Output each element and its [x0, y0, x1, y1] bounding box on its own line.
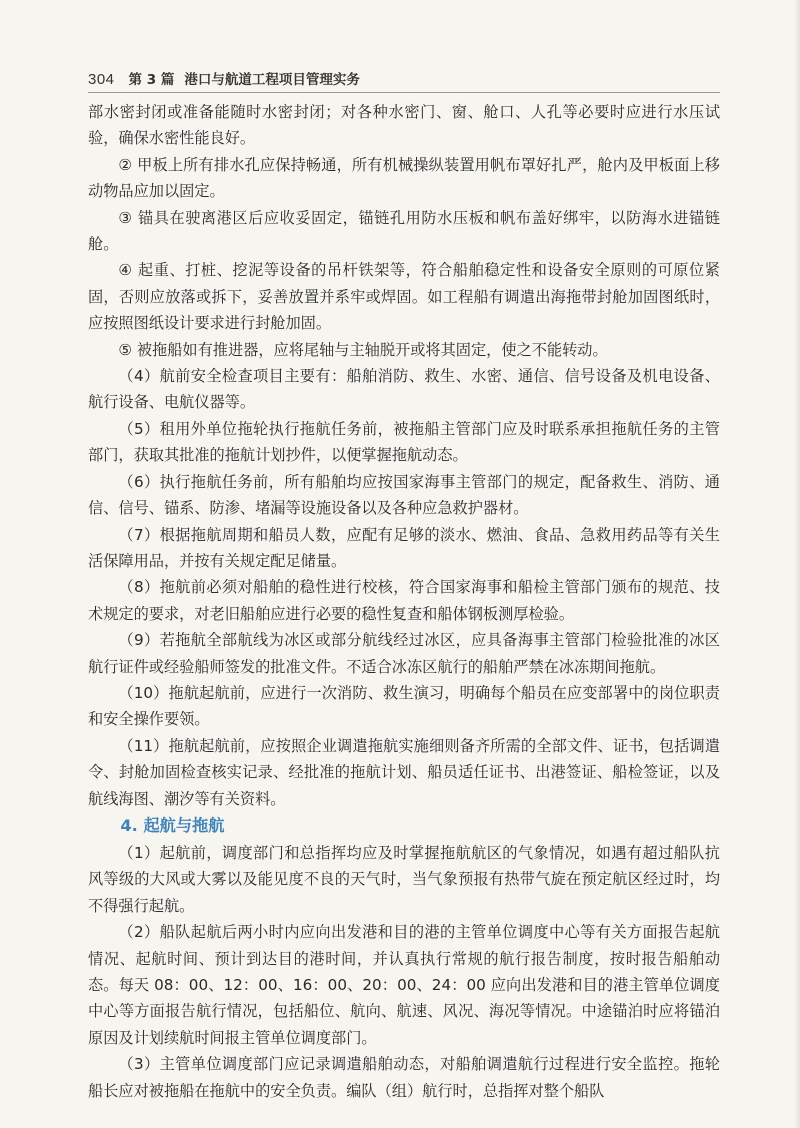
paragraph: （9）若拖航全部航线为冰区或部分航线经过冰区，应具备海事主管部门检验批准的冰区航行证件或经验船师签发的批准文件。不适合冰冻区航行的船舶严禁在冰冻期间拖航。	[88, 631, 720, 676]
paragraph: （10）拖航起航前，应进行一次消防、救生演习，明确每个船员在应变部署中的岗位职责和安全操作要领。	[88, 683, 720, 729]
paragraph: （2）船队起航后两小时内应向出发港和目的港的主管单位调度中心等有关方面报告起航情况、起航时间、预计到达目的港时间，并认真执行常规的航行报告制度，按时报告船舶动态。每天 08：00、12：00、16：00、20：00、24：00 应向出发港和目的港主管单位调度中心等方面报告航行情况，包括船位、航向、航速、风况、海况等情况。中途锚泊时应将锚泊原因及计划续航时间报主管单位调度部门。	[88, 923, 720, 1047]
paragraph: （4）航前安全检查项目主要有：船舶消防、救生、水密、通信、信号设备及机电设备、航行设备、电航仪器等。	[88, 367, 720, 412]
paragraph: （7）根据拖航周期和船员人数，应配有足够的淡水、燃油、食品、急救用药品等有关生活保障用品，并按有关规定配足储量。	[88, 525, 720, 570]
running-header	[88, 58, 720, 88]
paragraph: （8）拖航前必须对船舶的稳性进行校核，符合国家海事和船检主管部门颁布的规范、技术规定的要求，对老旧船舶应进行必要的稳性复查和船体钢板测厚检验。	[88, 578, 720, 623]
part-title: 港口与航道工程项目管理实务	[184, 72, 360, 88]
paragraph: （11）拖航起航前，应按照企业调遣拖航实施细则备齐所需的全部文件、证书，包括调遣令、封舱加固检查核实记录、经批准的拖航计划、船员适任证书、出港签证、船检签证，以及航线海图、潮汐等有关资料。	[88, 736, 720, 808]
paragraph: ② 甲板上所有排水孔应保持畅通，所有机械操纵装置用帆布罩好扎严，舱内及甲板面上移动物品应加以固定。	[88, 155, 720, 201]
body-text	[88, 99, 720, 1104]
header-divider	[88, 92, 720, 93]
section-heading: 4. 起航与拖航	[120, 815, 225, 835]
page-edge-shadow	[794, 0, 800, 1128]
page-number: 304	[88, 71, 115, 88]
paragraph: （5）租用外单位拖轮执行拖航任务前，被拖船主管部门应及时联系承担拖航任务的主管部门，获取其批准的拖航计划抄件，以便掌握拖航动态。	[88, 419, 720, 465]
paragraph: ④ 起重、打桩、挖泥等设备的吊杆铁架等，符合船舶稳定性和设备安全原则的可原位紧固，否则应放落或拆下，妥善放置并系牢或焊固。如工程船有调遣出海拖带封舱加固图纸时，应按照图纸设计要求进行封舱加固。	[88, 261, 720, 333]
paragraph-continued: 部水密封闭或准备能随时水密封闭；对各种水密门、窗、舱口、人孔等必要时应进行水压试验，确保水密性能良好。	[88, 103, 720, 148]
paragraph: ③ 锚具在驶离港区后应收妥固定，锚链孔用防水压板和帆布盖好绑牢，以防海水进锚链舱。	[88, 208, 720, 254]
paragraph: （6）执行拖航任务前，所有船舶均应按国家海事主管部门的规定，配备救生、消防、通信、信号、锚系、防渗、堵漏等设施设备以及各种应急救护器材。	[88, 472, 720, 518]
paragraph: ⑤ 被拖船如有推进器，应将尾轴与主轴脱开或将其固定，使之不能转动。	[118, 340, 608, 359]
part-label: 第 3 篇	[128, 72, 175, 88]
paragraph: （3）主管单位调度部门应记录调遣船舶动态，对船舶调遣航行过程进行安全监控。拖轮船长应对被拖船在拖航中的安全负责。编队（组）航行时，总指挥对整个船队	[88, 1055, 720, 1100]
paragraph: （1）起航前，调度部门和总指挥均应及时掌握拖航航区的气象情况，如遇有超过船队抗风等级的大风或大雾以及能见度不良的天气时，当气象预报有热带气旋在预定航区经过时，均不得强行起航。	[88, 843, 720, 915]
